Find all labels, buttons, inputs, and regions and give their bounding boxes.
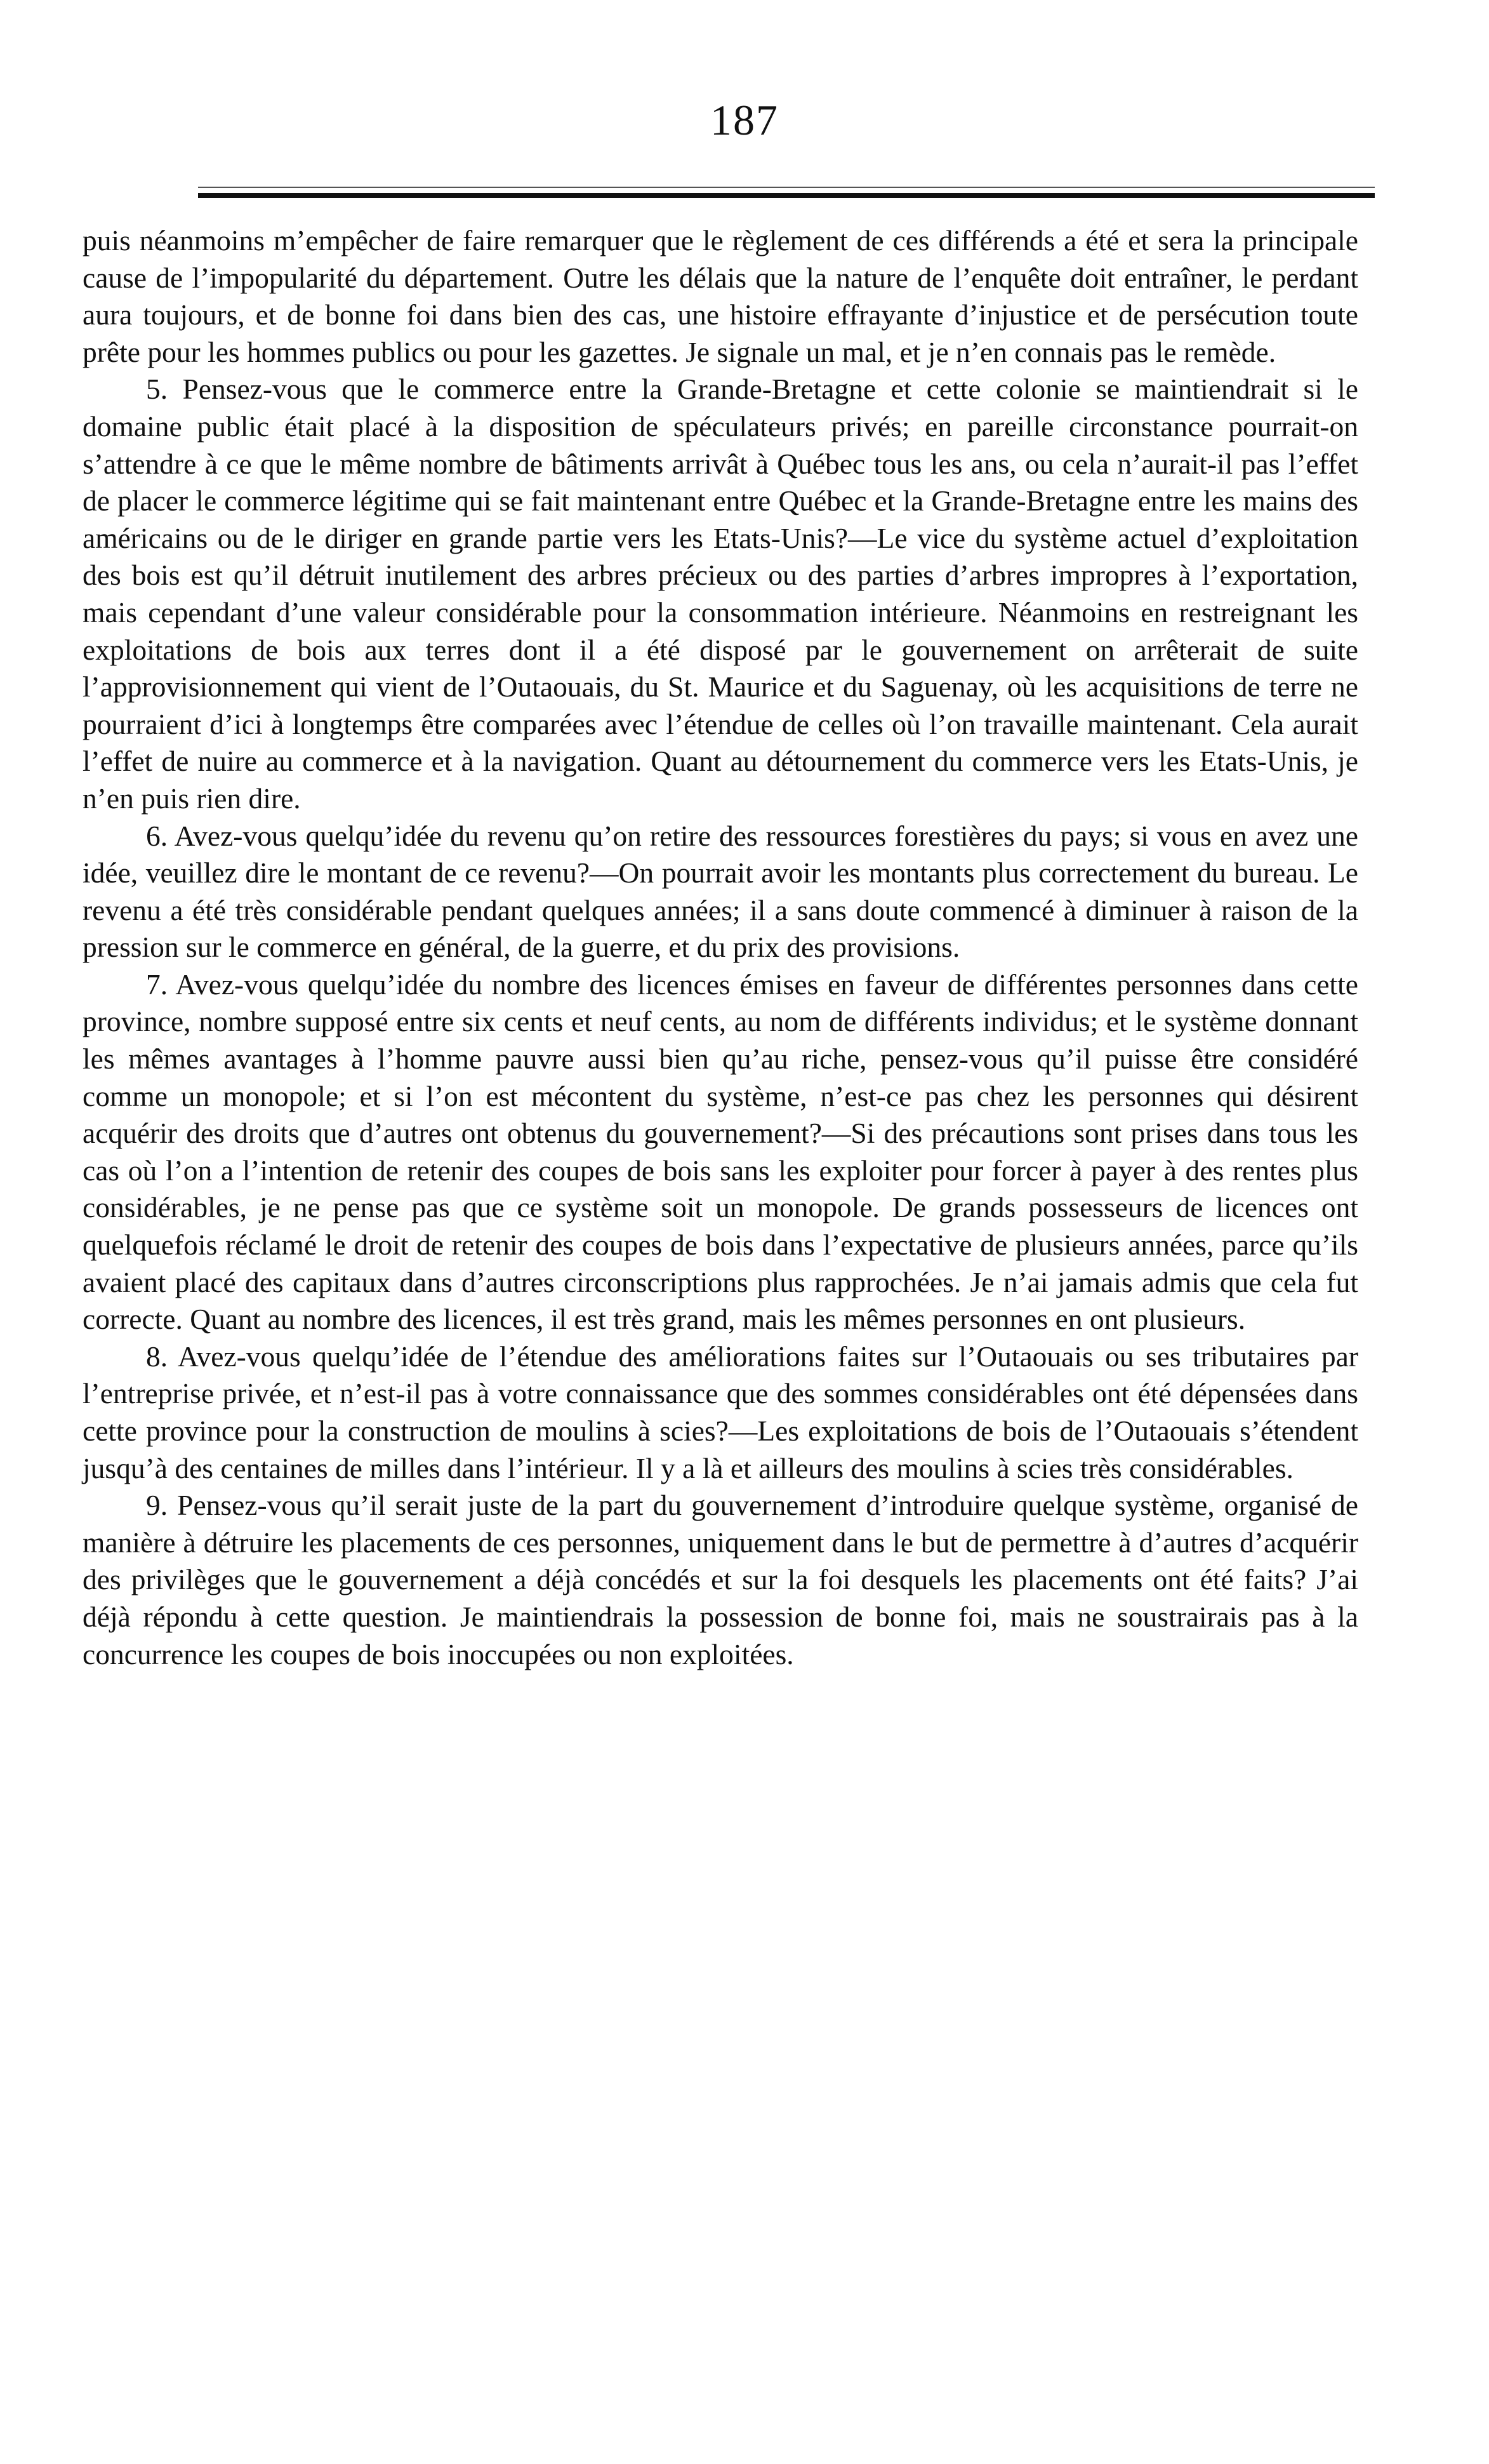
header-rule-thin xyxy=(198,187,1375,188)
paragraph-question-5: 5. Pensez-vous que le commerce entre la Grande-Bretagne et cette colonie se maintiendrait si le domaine public était placé à la disposition de spéculateurs privés; en pareille circonstance pourrait-on s’attendre à ce que le même nombre de bâtiments arrivât à Québec tous les ans, ou cela n’aurait-il pas l’effet de placer le commerce légitime qui se fait maintenant entre Québec et la Grande-Bretagne entre les mains des américains ou de le diriger en grande partie vers les Etats-Unis?—Le vice du système actuel d’exploitation des bois est qu’il détruit inutilement des arbres précieux ou des parties d’arbres impropres à l’exportation, mais cependant d’une valeur considérable pour la consommation intérieure. Néanmoins en restreignant les exploitations de bois aux terres dont il a été disposé par le gouvernement on arrêterait de suite l’approvisionnement qui vient de l’Outaouais, du St. Maurice et du Saguenay, où les acquisitions de terre ne pourraient d’ici à longtemps être comparées avec l’étendue de celles où l’on travaille maintenant. Cela aurait l’effet de nuire au commerce et à la navigation. Quant au détournement du commerce vers les Etats-Unis, je n’en puis rien dire. xyxy=(83,373,1358,815)
paragraph-question-6: 6. Avez-vous quelqu’idée du revenu qu’on retire des ressources forestières du pays; si vous en avez une idée, veuillez dire le montant de ce revenu?—On pourrait avoir les montants plus correctement du bureau. Le revenu a été très considérable pendant quelques années; il a sans doute commencé à diminuer à raison de la pression sur le commerce en général, de la guerre, et du prix des provisions. xyxy=(83,819,1358,964)
paragraph-continuation: puis néanmoins m’empêcher de faire remarquer que le règlement de ces différends a été et sera la principale cause de l’impopularité du département. Outre les délais que la nature de l’enquête doit entraîner, le perdant aura toujours, et de bonne foi dans bien des cas, une histoire effrayante d’injustice et de persécution toute prête pour les hommes publics ou pour les gazettes. Je signale un mal, et je n’en connais pas le remède. xyxy=(83,224,1358,368)
body-text xyxy=(83,222,1358,1673)
paragraph-question-7: 7. Avez-vous quelqu’idée du nombre des licences émises en faveur de différentes personnes dans cette province, nombre supposé entre six cents et neuf cents, au nom de différents individus; et le système donnant les mêmes avantages à l’homme pauvre aussi bien qu’au riche, pensez-vous qu’il puisse être considéré comme un monopole; et si l’on est mécontent du système, n’est-ce pas chez les personnes qui désirent acquérir des droits que d’autres ont obtenus du gouvernement?—Si des précautions sont prises dans tous les cas où l’on a l’intention de retenir des coupes de bois sans les exploiter pour forcer à payer à des rentes plus considérables, je ne pense pas que ce système soit un monopole. De grands possesseurs de licences ont quelquefois réclamé le droit de retenir des coupes de bois dans l’expectative de plusieurs années, parce qu’ils avaient placé des capitaux dans d’autres circonscriptions plus rapprochées. Je n’ai jamais admis que cela fut correcte. Quant au nombre des licences, il est très grand, mais les mêmes personnes en ont plusieurs. xyxy=(83,968,1358,1336)
header-rule xyxy=(198,193,1375,198)
page-number: 187 xyxy=(710,96,779,144)
paragraph-question-9: 9. Pensez-vous qu’il serait juste de la part du gouvernement d’introduire quelque système, organisé de manière à détruire les placements de ces personnes, uniquement dans le but de permettre à d’autres d’acquérir des privilèges que le gouvernement a déjà concédés et sur la foi desquels les placements ont été faits? J’ai déjà répondu à cette question. Je maintiendrais la possession de bonne foi, mais ne soustrairais pas à la concurrence les coupes de bois inoccupées ou non exploitées. xyxy=(83,1489,1358,1670)
paragraph-question-8: 8. Avez-vous quelqu’idée de l’étendue des améliorations faites sur l’Outaouais ou ses tributaires par l’entreprise privée, et n’est-il pas à votre connaissance que des sommes considérables ont été dépensées dans cette province pour la construction de moulins à scies?—Les exploitations de bois de l’Outaouais s’étendent jusqu’à des centaines de milles dans l’intérieur. Il y a là et ailleurs des moulins à scies très considérables. xyxy=(83,1340,1358,1484)
